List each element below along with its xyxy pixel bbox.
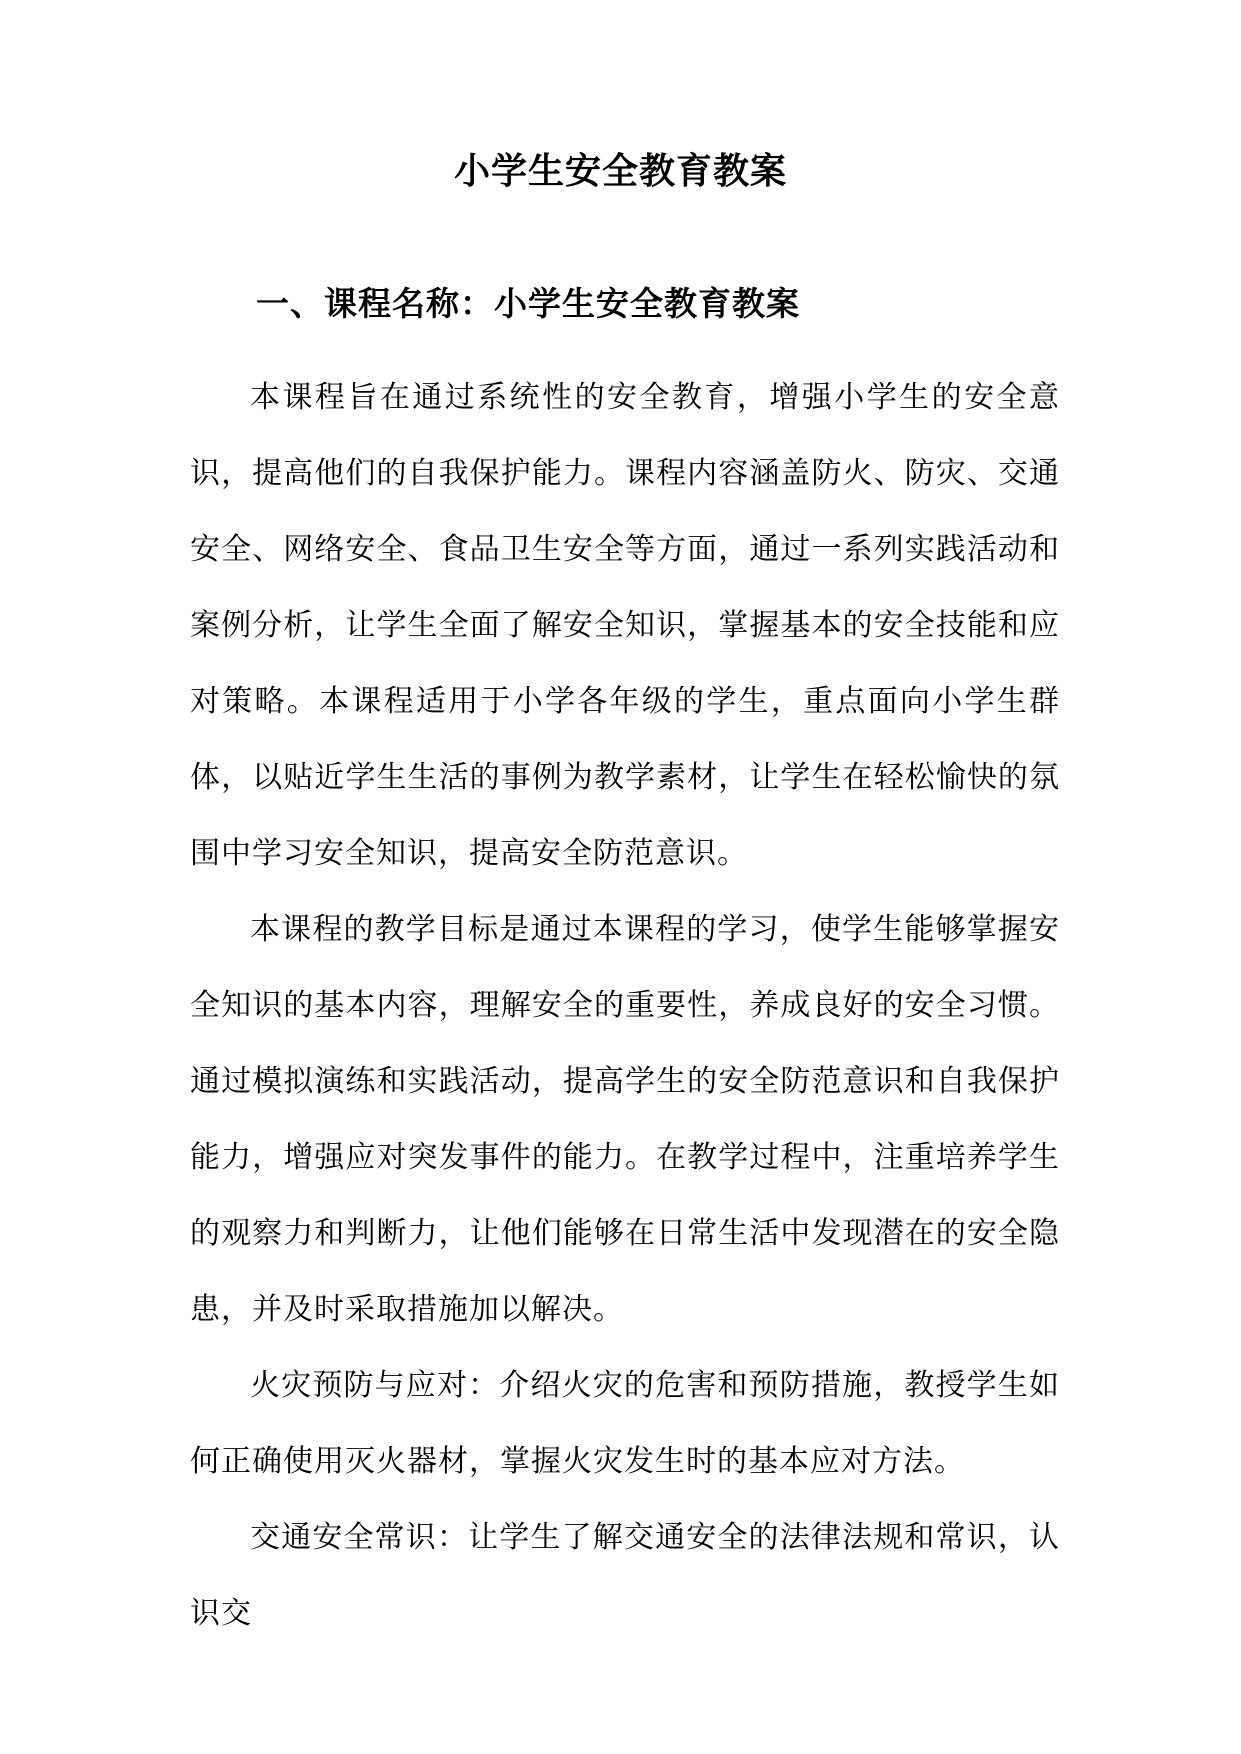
paragraph-fire-prevention: 火灾预防与应对：介绍火灾的危害和预防措施，教授学生如何正确使用灭火器材，掌握火灾发生时的基本应对方法。 [190, 1368, 1060, 1479]
paragraph-teaching-goals: 本课程的教学目标是通过本课程的学习，使学生能够掌握安全知识的基本内容，理解安全的重要性，养成良好的安全习惯。通过模拟演练和实践活动，提高学生的安全防范意识和自我保护能力，增强应对突发事件的能力。在教学过程中，注重培养学生的观察力和判断力，让他们能够在日常生活中发现潜在的安全隐患，并及时采取措施加以解决。 [190, 912, 1060, 1327]
document-title: 小学生安全教育教案 [453, 151, 787, 192]
document-body [190, 360, 1060, 1652]
section-heading: 一、课程名称：小学生安全教育教案 [256, 284, 800, 323]
paragraph-course-overview: 本课程旨在通过系统性的安全教育，增强小学生的安全意识，提高他们的自我保护能力。课程内容涵盖防火、防灾、交通安全、网络安全、食品卫生安全等方面，通过一系列实践活动和案例分析，让学生全面了解安全知识，掌握基本的安全技能和应对策略。本课程适用于小学各年级的学生，重点面向小学生群体，以贴近学生生活的事例为教学素材，让学生在轻松愉快的氛围中学习安全知识，提高安全防范意识。 [190, 380, 1060, 871]
paragraph-traffic-safety: 交通安全常识：让学生了解交通安全的法律法规和常识，认识交 [190, 1520, 1060, 1631]
